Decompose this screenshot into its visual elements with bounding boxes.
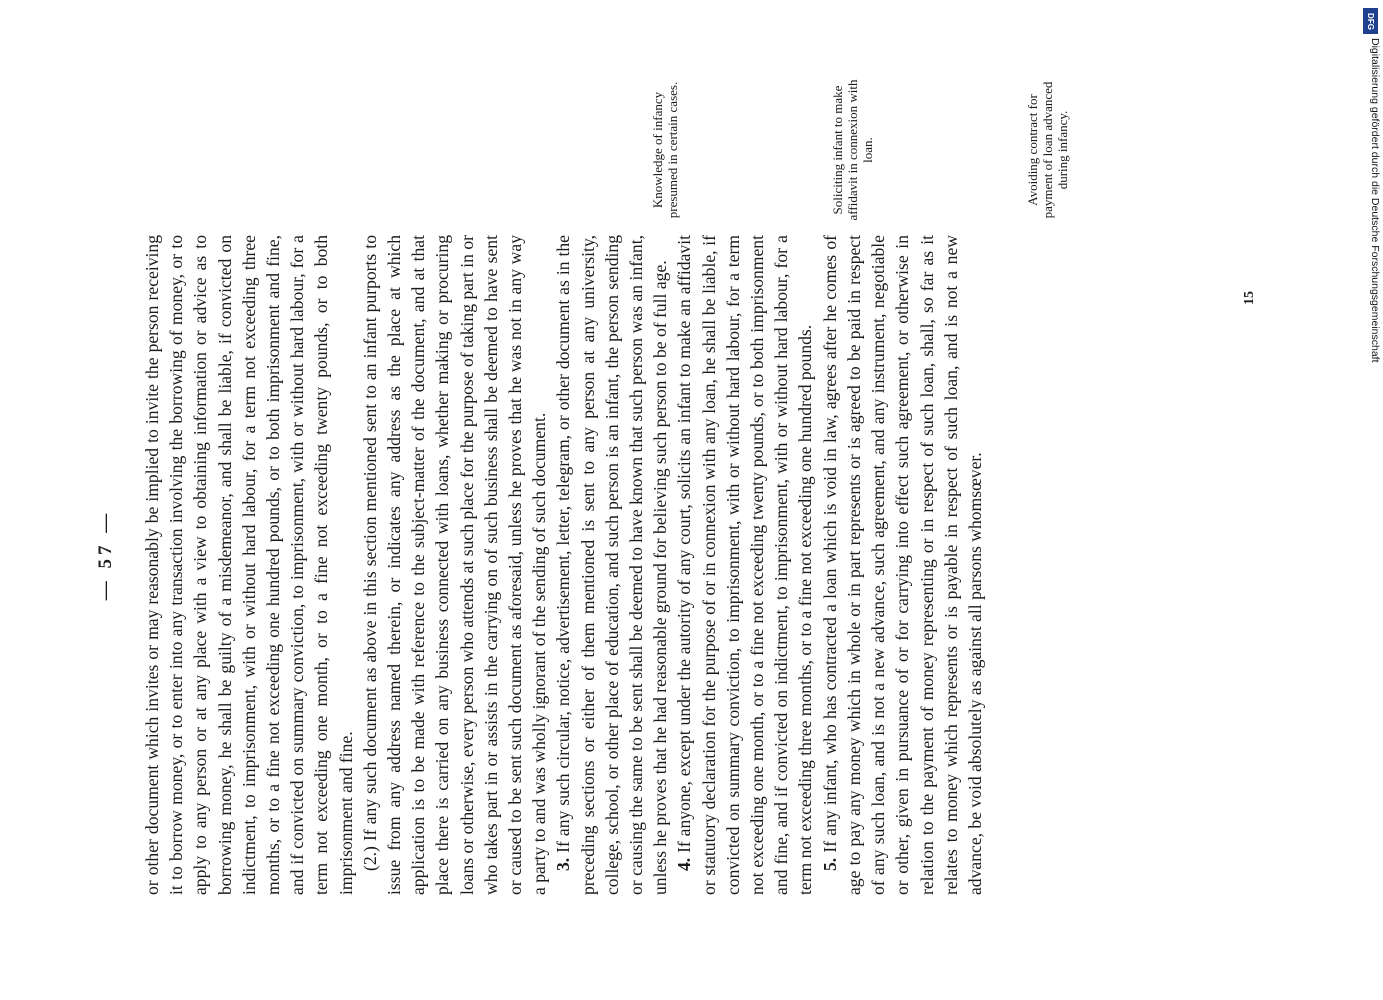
- margin-note-knowledge: Knowledge of infancy presumed in certain cases.: [650, 81, 680, 219]
- paragraph-2-number: (2.): [359, 846, 380, 871]
- margin-note-avoiding: Avoiding contract for payment of loan advanced during infancy.: [1025, 81, 1070, 219]
- rotated-page: [95, 79, 1250, 895]
- paragraph-5-text: If any infant, who has contracted a loan which is void in law, agrees after he comes of age to pay any money which in whole or in part represents or is agreed to be paid in respect of any such loan, and is not a new advance, such agreement, and any instrument, negotiable or other, given in pursuance of or for carrying into effect such agreement, or otherwise in relation to the payment of money representing or in respect of such loan, shall, so far as it relates to money which represents or is payable in respect of such loan, and is not a new advance, be void absolutely as against all parsons whomsœver.: [819, 235, 985, 895]
- paragraph-3-number: 3.: [553, 857, 574, 871]
- paragraph-4-number: 4.: [674, 857, 695, 871]
- paragraph-1: or other document which invites or may reasonably be implied to invite the person receiving it to borrow money, or to enter into any transaction involving the borrowing of money, or to apply to any person or at any place with a view to obtaining information or advice as to borrowing money, he shall be guilty of a misdemeanor, and shall be liable, if convicted on indictment, to imprisonment, with or without hard labour, for a term not exceeding three months, or to a fine not exceeding one hundred pounds, or to both imprisonment and fine, and if convicted on summary conviction, to imprisonment, with or without hard labour, for a term not exceeding one month, or to a fine not exceeding twenty pounds, or to both imprisonment and fine.: [142, 235, 356, 895]
- paragraph-4-text: If anyone, except under the autority of any court, solicits an infant to make an affidavit or statutory declaration for the purpose of or in connexion with any loan, he shall be liable, if convicted on summary conviction, to imprisonment, with or without hard labour, for a term not exceeding one month, or to a fine not exceeding twenty pounds, or to both imprisonment and fine, and if convicted on indictment, to imprisonment, with or without hard labour, for a term not exceeding three months, or to a fine not exceeding one hundred pounds.: [674, 235, 816, 895]
- body-text: [140, 235, 987, 895]
- paragraph-5: [818, 235, 987, 895]
- paragraph-2: [358, 235, 552, 895]
- paragraph-2-text: If any such document as above in this section mentioned sent to an infant purports to issue from any address named therein, or indicates any address as the place at which application is to be made with reference to the subject-matter of the document, and at that place there is carried on any business connected with loans, whether making or procuring loans or otherwise, every person who attends at such place for the purpose of taking part in or who takes part in or assists in the carrying on of such business shall be deemed to have sent or caused to be sent such document as aforesaid, unless he proves that he was not in any way a party to and was wholly ignorant of the sending of such document.: [359, 235, 550, 895]
- dfg-logo-icon: DFG: [1363, 8, 1378, 34]
- paragraph-3-text: If any such circular, notice, advertisement, letter, telegram, or other document as in the preceding sections or either of them mentioned is sent to any person at any university, college, school, or other place of education, and such person is an infant, the person sending or causing the same to be sent shall be deemed to have known that such person was an infant, unless he proves that he had reasonable ground for believing such person to be of full age.: [553, 235, 671, 895]
- paragraph-4: [672, 235, 817, 895]
- watermark-text: Digitalisierung gefördert durch die Deutsche Forschungsgemeinschaft: [1369, 38, 1381, 363]
- footer-number-wrap: [1240, 290, 1260, 320]
- paragraph-5-number: 5.: [819, 857, 840, 871]
- margin-note-soliciting: Soliciting infant to make affidavit in connexion with loan.: [830, 79, 875, 221]
- page-header: — 57 —: [95, 509, 116, 601]
- dfg-watermark: [1361, 8, 1381, 388]
- paragraph-3: [551, 235, 672, 895]
- footer-number: 15: [1242, 291, 1257, 305]
